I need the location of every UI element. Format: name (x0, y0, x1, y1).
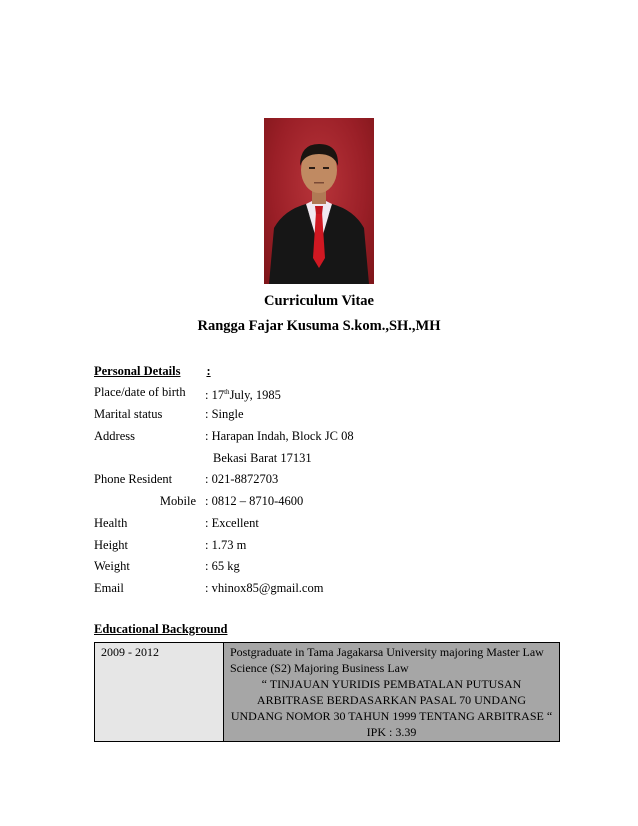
education-thesis: “ TINJAUAN YURIDIS PEMBATALAN PUTUSAN ARBITRASE BERDASARKAN PASAL 70 UNDANG UNDANG NOMOR 30 TAHUN 1999 TENTANG ARBITRASE “ (230, 677, 553, 723)
education-years: 2009 - 2012 (95, 643, 224, 742)
field-value: : Excellent (205, 516, 259, 530)
personal-details-heading: Personal Details : (94, 364, 211, 378)
field-value: Bekasi Barat 17131 (213, 451, 312, 465)
field-label: Health (94, 516, 128, 530)
field-label: Weight (94, 559, 130, 573)
candidate-name: Rangga Fajar Kusuma S.kom.,SH.,MH (197, 318, 441, 334)
field-label: Place/date of birth (94, 385, 186, 399)
profile-photo (264, 118, 374, 284)
field-label: Phone Resident (94, 472, 173, 486)
education-table (94, 642, 560, 742)
field-value: : 1.73 m (205, 538, 247, 552)
field-value: : Single (205, 407, 244, 421)
field-label: Mobile (159, 494, 196, 508)
field-value: : vhinox85@gmail.com (205, 581, 324, 595)
educational-background-heading: Educational Background (94, 622, 228, 636)
table-row (95, 643, 560, 742)
person-portrait-icon (264, 118, 374, 284)
field-value: : 021-8872703 (205, 472, 279, 486)
education-description (224, 643, 560, 742)
document-title: Curriculum Vitae (264, 293, 374, 309)
field-label: Address (94, 429, 135, 443)
field-label: Email (94, 581, 124, 595)
field-value: : 0812 – 8710-4600 (205, 494, 304, 508)
field-label: Marital status (94, 407, 163, 421)
field-value: : Harapan Indah, Block JC 08 (205, 429, 354, 443)
field-value: : 17thJuly, 1985 (205, 388, 281, 403)
education-program: Postgraduate in Tama Jagakarsa University majoring Master Law Science (S2) Majoring Business Law (230, 645, 544, 675)
field-value: : 65 kg (205, 559, 240, 573)
field-label: Height (94, 538, 129, 552)
education-ipk: IPK : 3.39 (366, 725, 417, 739)
